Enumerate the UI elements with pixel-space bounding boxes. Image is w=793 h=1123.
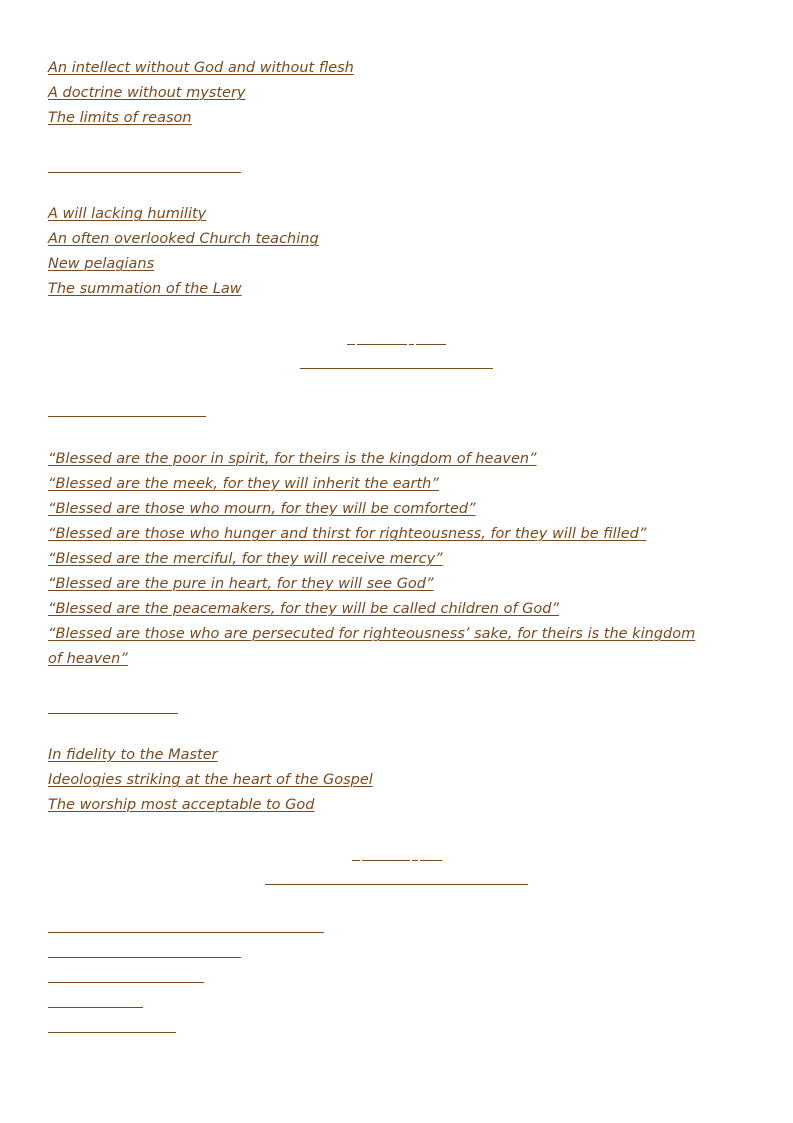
separator-segment: [420, 860, 442, 861]
blank-heading-link[interactable]: [48, 172, 241, 173]
toc-link-summation-of-law[interactable]: The summation of the Law: [48, 281, 242, 297]
beatitude-link[interactable]: “Blessed are the pure in heart, for they will see God”: [48, 576, 434, 592]
separator-segment: [416, 344, 446, 345]
beatitude-link[interactable]: “Blessed are those who are persecuted for righteousness’ sake, for theirs is the kingdom of heaven”: [48, 626, 696, 667]
blank-heading-link[interactable]: [48, 713, 178, 714]
toc-link-fidelity-to-master[interactable]: In fidelity to the Master: [48, 747, 218, 763]
toc-link-will-lacking-humility[interactable]: A will lacking humility: [48, 206, 207, 222]
beatitude-link[interactable]: “Blessed are the peacemakers, for they will be called children of God”: [48, 601, 559, 617]
separator-segment: [352, 860, 360, 861]
toc-link-intellect[interactable]: An intellect without God and without flesh: [48, 60, 354, 76]
separator-segment: [347, 344, 355, 345]
blank-link[interactable]: [48, 1032, 176, 1033]
separator-segment: [357, 344, 407, 345]
toc-link-limits-of-reason[interactable]: The limits of reason: [48, 110, 192, 126]
beatitude-link[interactable]: “Blessed are the meek, for they will inherit the earth”: [48, 476, 439, 492]
toc-link-new-pelagians[interactable]: New pelagians: [48, 256, 155, 272]
blank-link[interactable]: [48, 982, 204, 983]
blank-centered-heading-link[interactable]: [265, 884, 528, 885]
separator-segment: [412, 860, 418, 861]
beatitude-link[interactable]: “Blessed are those who hunger and thirst for righteousness, for they will be filled”: [48, 526, 647, 542]
blank-link[interactable]: [48, 957, 241, 958]
blank-centered-heading-link[interactable]: [300, 368, 493, 369]
blank-heading-link[interactable]: [48, 416, 206, 417]
toc-link-church-teaching[interactable]: An often overlooked Church teaching: [48, 231, 319, 247]
blank-link[interactable]: [48, 932, 324, 933]
separator-segment: [409, 344, 414, 345]
separator-segment: [362, 860, 410, 861]
beatitude-link[interactable]: “Blessed are the poor in spirit, for theirs is the kingdom of heaven”: [48, 451, 537, 467]
toc-link-ideologies[interactable]: Ideologies striking at the heart of the Gospel: [48, 772, 373, 788]
toc-link-doctrine[interactable]: A doctrine without mystery: [48, 85, 246, 101]
beatitude-link[interactable]: “Blessed are the merciful, for they will receive mercy”: [48, 551, 443, 567]
toc-link-worship[interactable]: The worship most acceptable to God: [48, 797, 315, 813]
blank-link[interactable]: [48, 1007, 143, 1008]
beatitude-link[interactable]: “Blessed are those who mourn, for they will be comforted”: [48, 501, 476, 517]
